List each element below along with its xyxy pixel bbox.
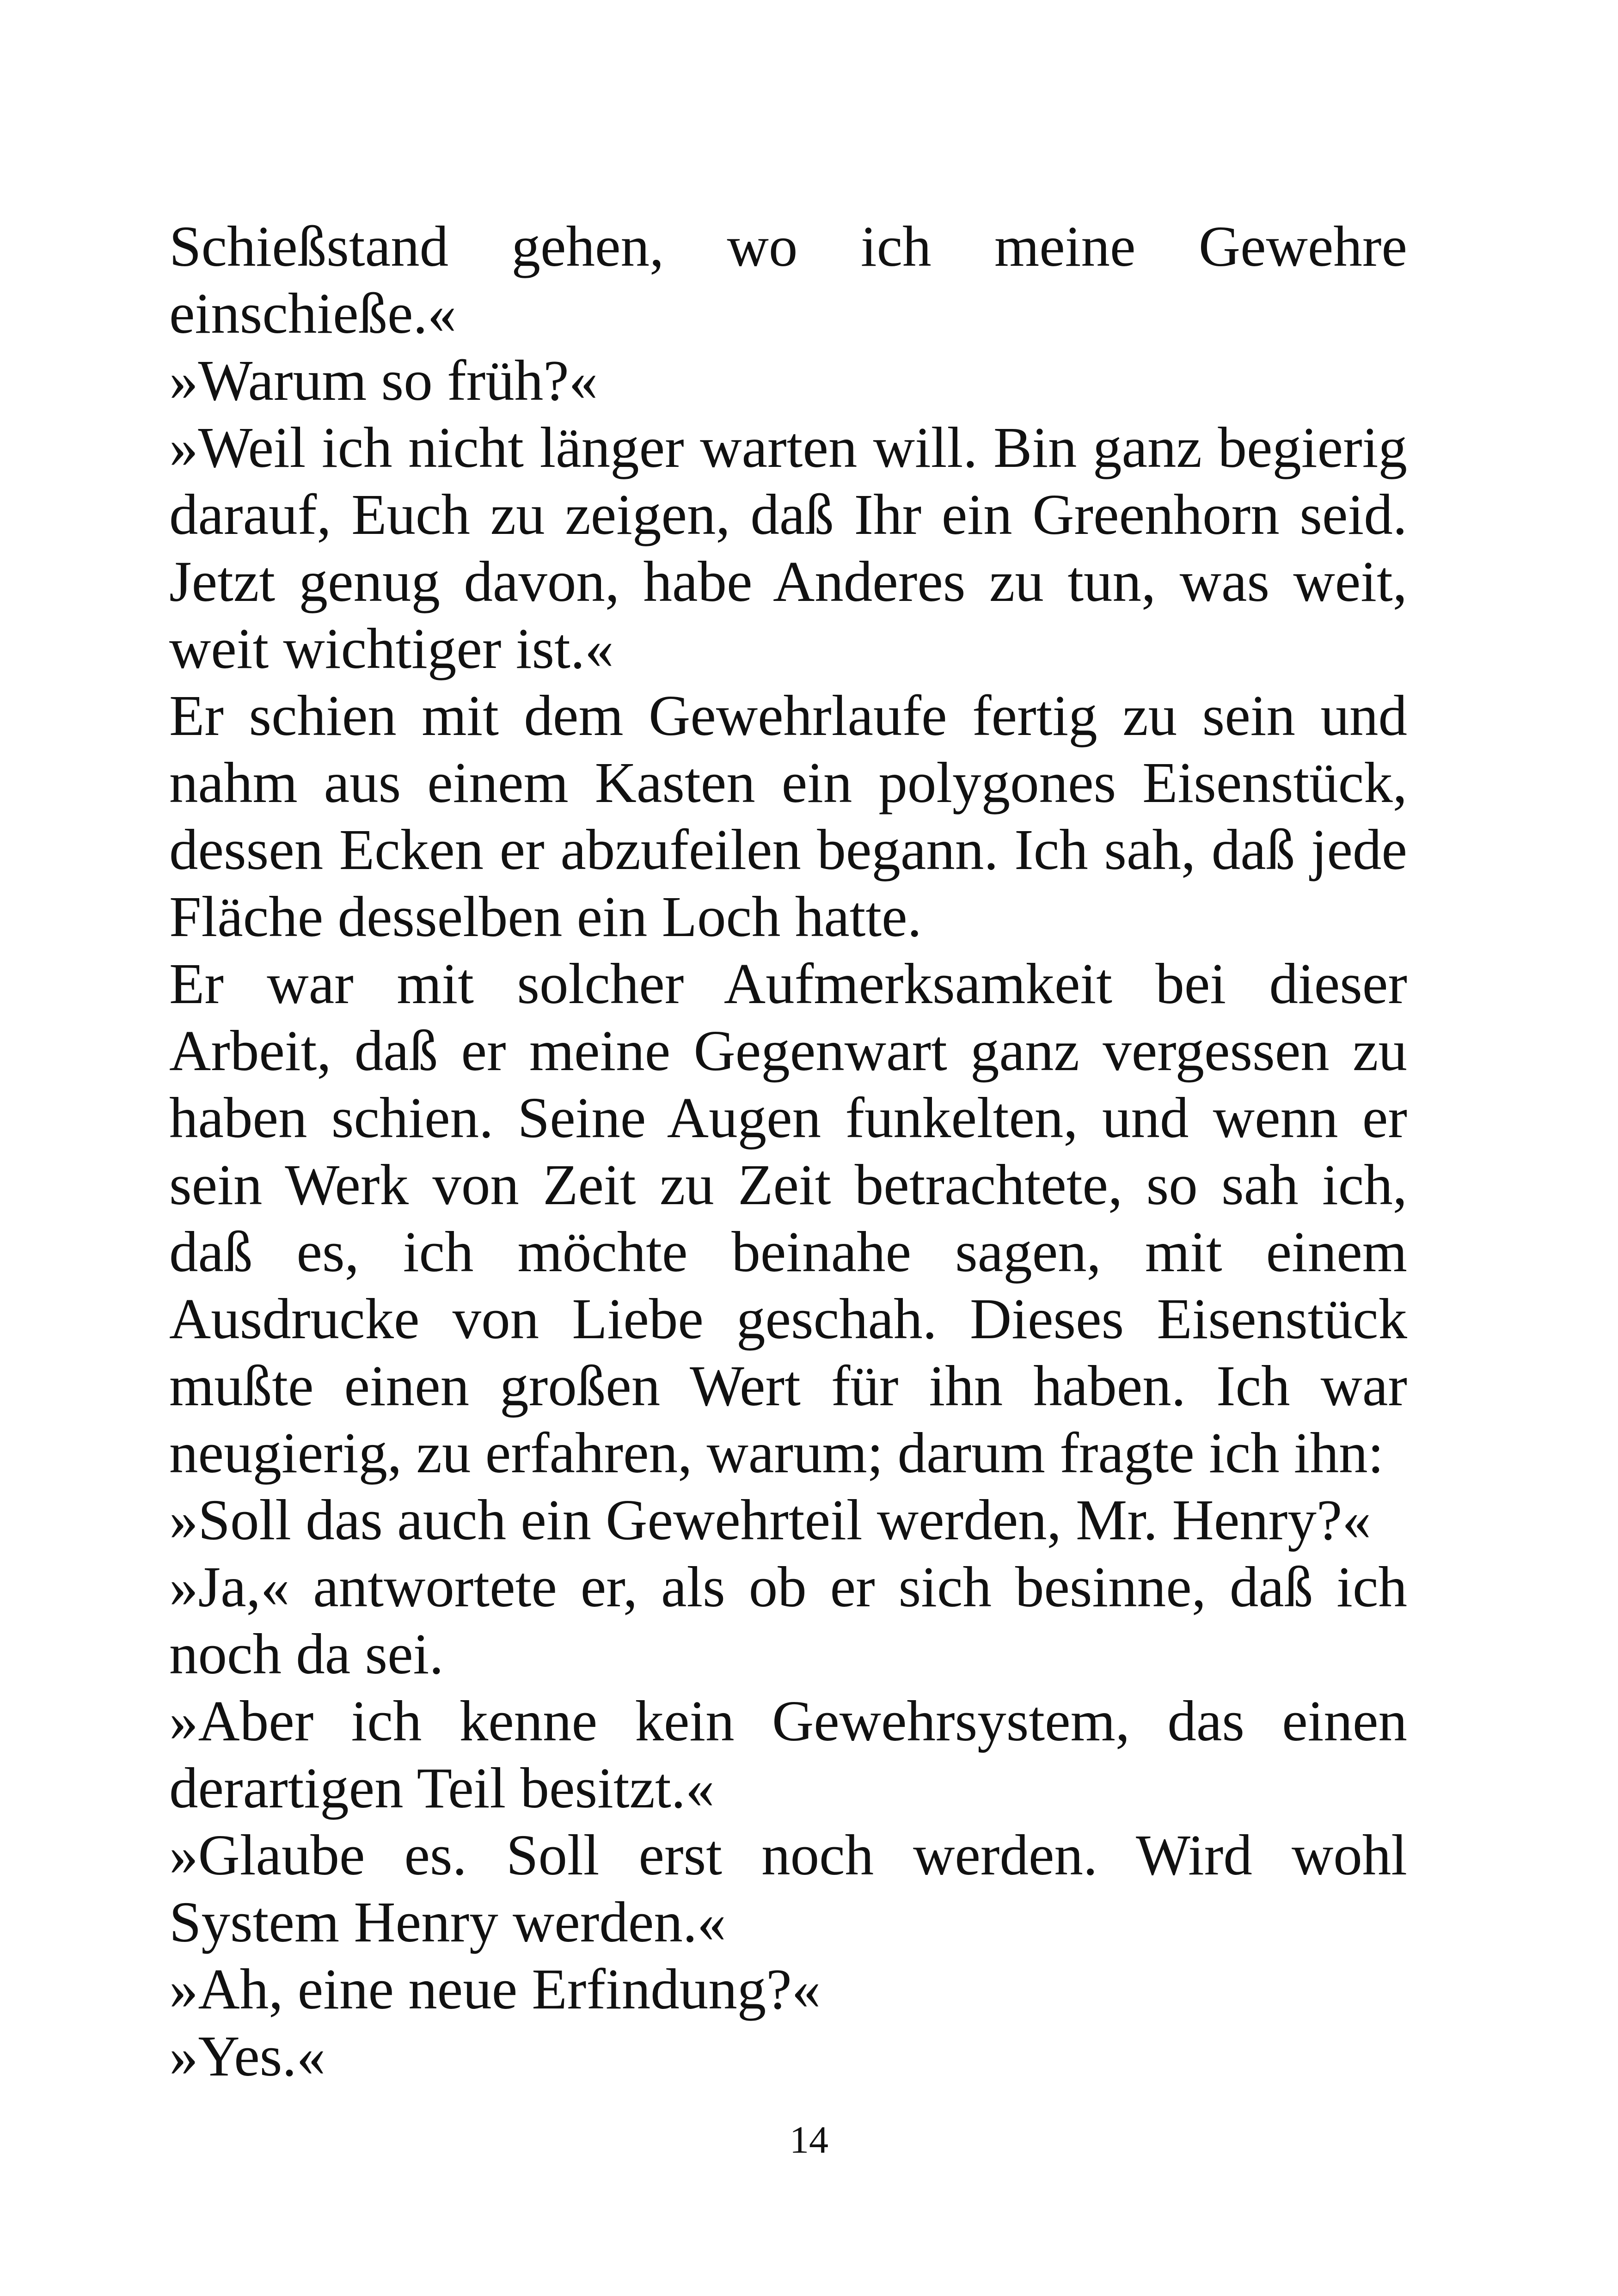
paragraph: »Ah, eine neue Erfindung?« [169,1958,821,2021]
paragraph: »Yes.« [169,2025,326,2088]
paragraph: »Weil ich nicht länger warten will. Bin ganz begierig darauf, Euch zu zeigen, daß Ihr ein Greenhorn seid. Jetzt genug davon, habe Anderes zu tun, was weit, weit wichtiger ist.« [169,416,1407,681]
paragraph: »Glaube es. Soll erst noch werden. Wird wohl System Henry werden.« [169,1824,1407,1954]
page-number: 14 [790,2118,828,2161]
paragraph: »Ja,« antwortete er, als ob er sich besinne, daß ich noch da sei. [169,1555,1407,1686]
paragraph: »Warum so früh?« [169,349,598,413]
text-column [169,214,1407,2090]
paragraph: »Aber ich kenne kein Gewehrsystem, das einen derartigen Teil besitzt.« [169,1690,1407,1820]
paragraph: Er war mit solcher Aufmerksamkeit bei dieser Arbeit, daß er meine Gegenwart ganz vergessen zu haben schien. Seine Augen funkelten, und wenn er sein Werk von Zeit zu Zeit betrachtete, so sah ich, daß es, ich möchte beinahe sagen, mit einem Ausdrucke von Liebe geschah. Dieses Eisenstück mußte einen großen Wert für ihn haben. Ich war neugierig, zu erfahren, warum; darum fragte ich ihn: [169,952,1407,1485]
paragraph: Er schien mit dem Gewehrlaufe fertig zu sein und nahm aus einem Kasten ein polygones Eisenstück, dessen Ecken er abzufeilen begann. Ich sah, daß jede Fläche desselben ein Loch hatte. [169,684,1407,949]
paragraph: »Soll das auch ein Gewehrteil werden, Mr. Henry?« [169,1488,1371,1552]
paragraph: Schießstand gehen, wo ich meine Gewehre einschieße.« [169,215,1407,346]
